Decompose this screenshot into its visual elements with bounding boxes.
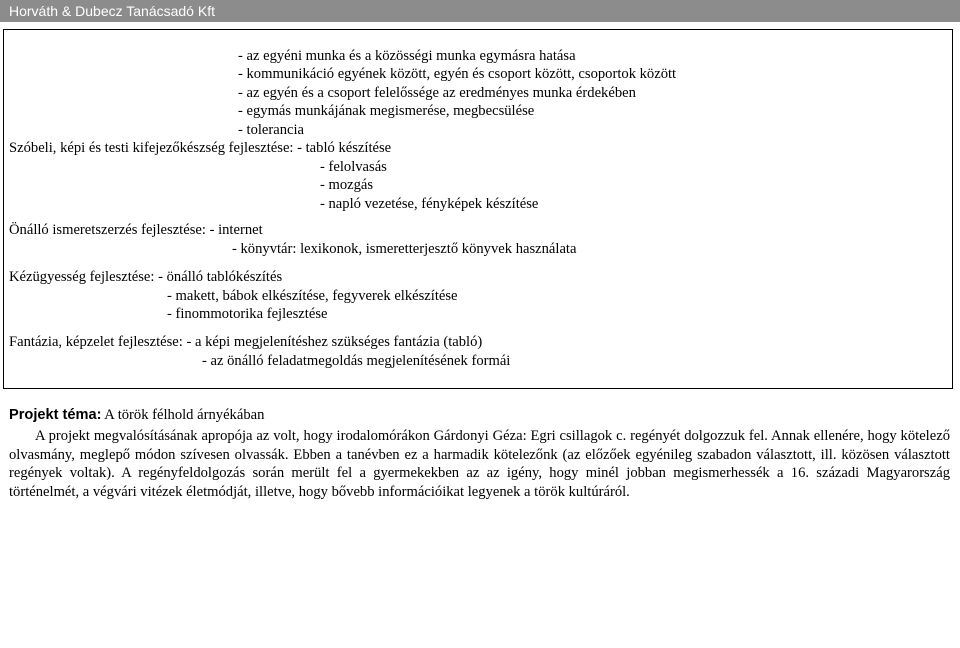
box-line: Fantázia, képzelet fejlesztése: - a képi megjelenítéshez szükséges fantázia (tabló) [9,334,483,350]
box-line: - napló vezetése, fényképek készítése [320,196,539,212]
project-title: A török félhold árnyékában [101,407,265,423]
project-paragraph: A projekt megvalósításának apropója az volt, hogy irodalomórákon Gárdonyi Géza: Egri csillagok c. regényét dolgozzuk fel. Annak ellenére, hogy kötelező olvasmány, meglepő módon szívesen olvassák. Ebben a tanévben ez a harmadik kötelezőnk (az előzőek egyénileg szabadon választott, ill. közösen választott regények voltak). A regényfeldolgozás során merült fel a gyermekekben az az igény, hogy minél jobban megismerhessék a 16. századi Magyarország történelmét, a végvári vitézek életmódját, illetve, hogy bővebb információikat legyenek a török kultúráról. [9,428,950,500]
box-line: - makett, bábok elkészítése, fegyverek elkészítése [167,288,458,304]
box-line: - kommunikáció egyének között, egyén és csoport között, csoportok között [238,66,677,82]
box-line: - az önálló feladatmegoldás megjelenítésének formái [202,353,511,369]
project-heading [9,406,264,424]
box-line: Kézügyesség fejlesztése: - önálló tablókészítés [9,269,283,285]
box-line: - az egyéni munka és a közösségi munka egymásra hatása [238,48,576,64]
project-label: Projekt téma: [9,407,102,423]
box-line: - finommotorika fejlesztése [167,306,328,322]
box-line: - az egyén és a csoport felelőssége az eredményes munka érdekében [238,85,636,101]
box-line: Önálló ismeretszerzés fejlesztése: - internet [9,222,263,238]
box-line: - felolvasás [320,159,387,175]
company-name: Horváth & Dubecz Tanácsadó Kft [9,3,215,19]
project-description [9,427,950,501]
box-line: - tolerancia [238,122,305,138]
page-header [0,0,960,22]
box-line: - egymás munkájának megismerése, megbecsülése [238,103,535,119]
box-line: - mozgás [320,177,374,193]
box-line: - könyvtár: lexikonok, ismeretterjesztő könyvek használata [232,241,577,257]
box-line: Szóbeli, képi és testi kifejezőkészség fejlesztése: - tabló készítése [9,140,392,156]
